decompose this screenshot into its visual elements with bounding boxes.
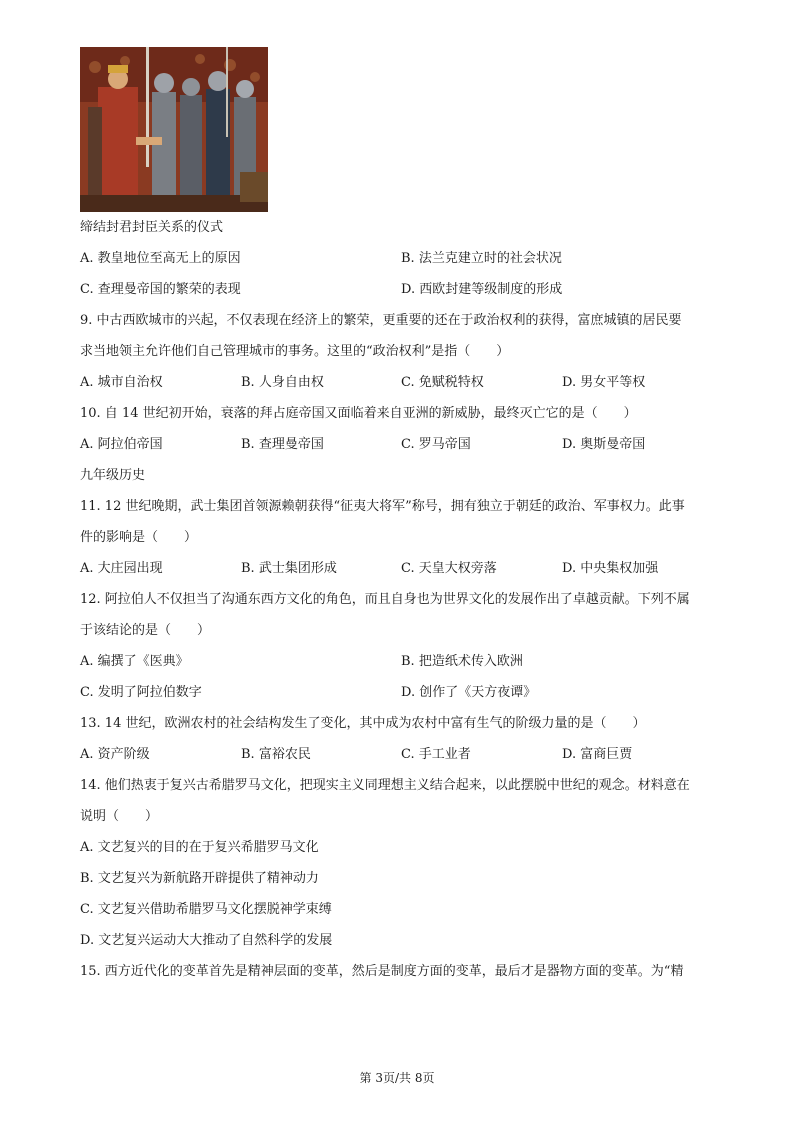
q9-stem-line-1: 9. 中古西欧城市的兴起，不仅表现在经济上的繁荣，更重要的还在于政治权利的获得，富庶城镇的居民要 (80, 313, 682, 328)
q9-option-d[interactable]: D. 男女平等权 (562, 375, 646, 390)
q8-option-d[interactable]: D. 西欧封建等级制度的形成 (401, 282, 563, 297)
q12-option-d[interactable]: D. 创作了《天方夜谭》 (401, 685, 537, 700)
q13-option-b[interactable]: B. 富裕农民 (241, 747, 311, 762)
feudal-ceremony-illustration (80, 47, 268, 212)
q12-option-a[interactable]: A. 编撰了《医典》 (80, 654, 189, 669)
q14-option-b[interactable]: B. 文艺复兴为新航路开辟提供了精神动力 (80, 871, 319, 886)
q11-option-c[interactable]: C. 天皇大权旁落 (401, 561, 497, 576)
q13-option-d[interactable]: D. 富商巨贾 (562, 747, 633, 762)
q14-stem-line-2: 说明（ ） (80, 809, 159, 824)
q9-option-b[interactable]: B. 人身自由权 (241, 375, 324, 390)
q11-stem-line-2: 件的影响是（ ） (80, 530, 198, 545)
q11-option-a[interactable]: A. 大庄园出现 (80, 561, 163, 576)
q14-option-c[interactable]: C. 文艺复兴借助希腊罗马文化摆脱神学束缚 (80, 902, 332, 917)
q9-option-c[interactable]: C. 免赋税特权 (401, 375, 484, 390)
section-label: 九年级历史 (80, 468, 146, 483)
q13-stem-line-1: 13. 14 世纪，欧洲农村的社会结构发生了变化，其中成为农村中富有生气的阶级力量的是（ ） (80, 716, 646, 731)
q14-stem-line-1: 14. 他们热衷于复兴古希腊罗马文化，把现实主义同理想主义结合起来，以此摆脱中世纪的观念。材料意在 (80, 778, 690, 793)
q8-option-c[interactable]: C. 查理曼帝国的繁荣的表现 (80, 282, 241, 297)
page-number-footer: 第 3页/共 8页 (359, 1071, 435, 1085)
q14-option-a[interactable]: A. 文艺复兴的目的在于复兴希腊罗马文化 (80, 840, 319, 855)
q12-stem-line-2: 于该结论的是（ ） (80, 623, 211, 638)
q11-option-b[interactable]: B. 武士集团形成 (241, 561, 337, 576)
q9-option-a[interactable]: A. 城市自治权 (80, 375, 163, 390)
q14-option-d[interactable]: D. 文艺复兴运动大大推动了自然科学的发展 (80, 933, 333, 948)
q10-stem-line-1: 10. 自 14 世纪初开始，衰落的拜占庭帝国又面临着来自亚洲的新威胁，最终灭亡它的是（ ） (80, 406, 637, 421)
q11-option-d[interactable]: D. 中央集权加强 (562, 561, 659, 576)
q12-stem-line-1: 12. 阿拉伯人不仅担当了沟通东西方文化的角色，而且自身也为世界文化的发展作出了卓越贡献。下列不属 (80, 592, 690, 607)
figure-caption: 缔结封君封臣关系的仪式 (80, 220, 224, 235)
q10-option-b[interactable]: B. 查理曼帝国 (241, 437, 324, 452)
q13-option-a[interactable]: A. 资产阶级 (80, 747, 150, 762)
q8-option-b[interactable]: B. 法兰克建立时的社会状况 (401, 251, 562, 266)
q12-option-c[interactable]: C. 发明了阿拉伯数字 (80, 685, 202, 700)
q10-option-d[interactable]: D. 奥斯曼帝国 (562, 437, 646, 452)
q11-stem-line-1: 11. 12 世纪晚期，武士集团首领源赖朝获得“征夷大将军”称号，拥有独立于朝廷的政治、军事权力。此事 (80, 499, 685, 514)
q10-option-c[interactable]: C. 罗马帝国 (401, 437, 471, 452)
q12-option-b[interactable]: B. 把造纸术传入欧洲 (401, 654, 523, 669)
q9-stem-line-2: 求当地领主允许他们自己管理城市的事务。这里的“政治权利”是指（ ） (80, 344, 510, 359)
q15-stem-line-1: 15. 西方近代化的变革首先是精神层面的变革，然后是制度方面的变革，最后才是器物方面的变革。为“精 (80, 964, 684, 979)
q13-option-c[interactable]: C. 手工业者 (401, 747, 471, 762)
q10-option-a[interactable]: A. 阿拉伯帝国 (80, 437, 163, 452)
q8-option-a[interactable]: A. 教皇地位至高无上的原因 (80, 251, 241, 266)
